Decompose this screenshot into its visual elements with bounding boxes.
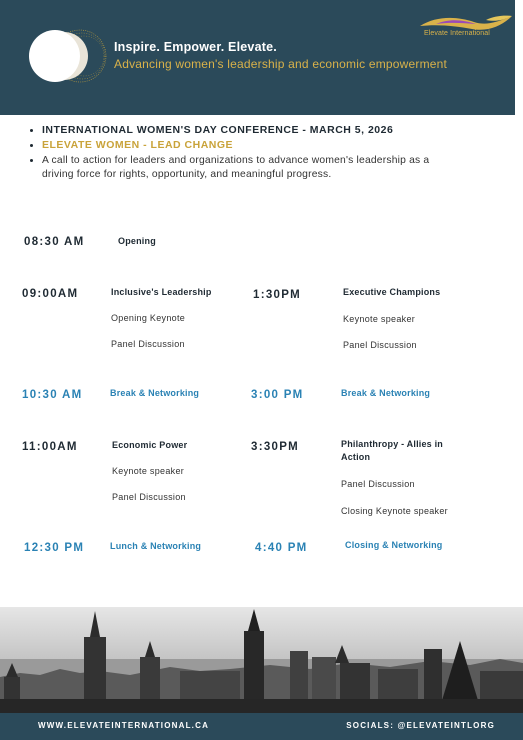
session-item-1530-1: Panel Discussion	[341, 479, 415, 489]
socials-handle[interactable]: SOCIALS: @ELEVATEINTLORG	[346, 721, 495, 730]
break-label-1500: Break & Networking	[341, 388, 431, 398]
session-title-1330: Executive Champions	[343, 287, 441, 297]
break-label-1030: Break & Networking	[110, 388, 200, 398]
time-1640: 4:40 PM	[255, 542, 308, 554]
session-title-1530-line-2: Action	[341, 452, 371, 462]
session-title-1530	[341, 438, 443, 464]
closing-label-1640: Closing & Networking	[345, 540, 443, 550]
website-link[interactable]: WWW.ELEVATEINTERNATIONAL.CA	[38, 721, 210, 730]
time-1530: 3:30PM	[251, 441, 300, 453]
time-1100: 11:00AM	[22, 441, 78, 453]
time-1330: 1:30PM	[253, 289, 302, 301]
session-item-1530-2: Closing Keynote speaker	[341, 506, 448, 516]
conference-description	[28, 154, 498, 182]
session-title-0900: Inclusive's Leadership	[111, 287, 212, 297]
session-item-1100-2: Panel Discussion	[112, 492, 186, 502]
session-title-1100: Economic Power	[112, 440, 188, 450]
time-1230: 12:30 PM	[24, 542, 85, 554]
footer-bar	[0, 713, 523, 740]
time-1500: 3:00 PM	[251, 389, 304, 401]
description-line-1: A call to action for leaders and organizations to advance women's leadership as a	[42, 155, 430, 166]
session-item-1330-2: Panel Discussion	[343, 340, 417, 350]
brand-swoosh-icon	[416, 12, 516, 42]
lunch-label-1230: Lunch & Networking	[110, 541, 202, 551]
session-item-1330-1: Keynote speaker	[343, 314, 416, 324]
session-item-1100-1: Keynote speaker	[112, 466, 185, 476]
tagline: Inspire. Empower. Elevate.	[114, 40, 277, 54]
subtagline: Advancing women's leadership and economic empowerment	[114, 57, 448, 71]
brand-name: Elevate International	[424, 30, 490, 37]
city-skyline-image	[0, 607, 523, 713]
time-1030: 10:30 AM	[22, 389, 83, 401]
session-item-0900-2: Panel Discussion	[111, 339, 185, 349]
conference-theme: ELEVATE WOMEN - LEAD CHANGE	[28, 139, 498, 152]
description-line-2: driving force for rights, opportunity, and meaningful progress.	[42, 169, 332, 180]
intro-section	[28, 124, 498, 182]
logo-circles-icon	[24, 22, 114, 92]
time-0900: 09:00AM	[22, 288, 79, 300]
opening-label: Opening	[118, 236, 156, 246]
conference-title: INTERNATIONAL WOMEN'S DAY CONFERENCE - MARCH 5, 2026	[28, 124, 498, 137]
session-title-1530-line-1: Philanthropy - Allies in	[341, 439, 443, 449]
session-item-0900-1: Opening Keynote	[111, 313, 186, 323]
time-0830: 08:30 AM	[24, 236, 85, 248]
header-banner	[0, 0, 515, 115]
